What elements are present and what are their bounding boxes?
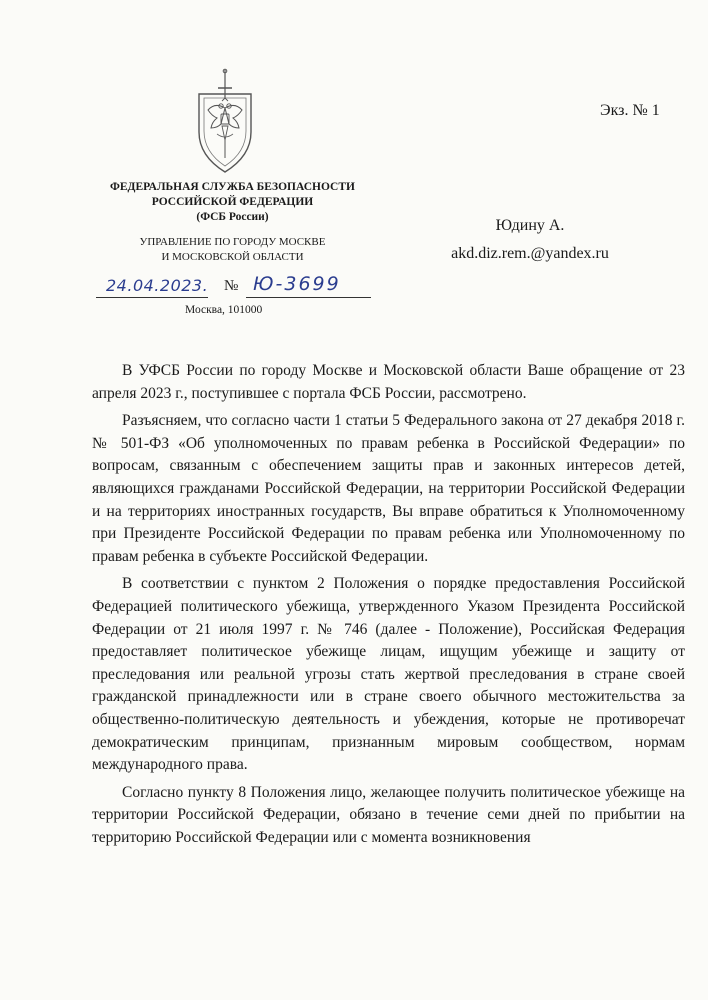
number-underline bbox=[246, 297, 371, 298]
city-postcode: Москва, 101000 bbox=[185, 304, 263, 316]
agency-name-line1: ФЕДЕРАЛЬНАЯ СЛУЖБА БЕЗОПАСНОСТИ bbox=[110, 181, 355, 193]
paragraph: Разъясняем, что согласно части 1 статьи 5 Федерального закона от 27 декабря 2018 г. № 501-ФЗ «Об уполномоченных по правам ребенка в Российской Федерации» по вопросам, связанным с обеспечением защиты прав и законных интересов детей, являющихся гражданами Российской Федерации, на территории Российской Федерации и на территориях иностранных государств, Вы вправе обратиться к Уполномоченному при Президенте Российской Федерации по правам ребенка или Уполномоченному по правам ребенка в субъекте Российской Федерации. bbox=[92, 412, 685, 565]
paragraph: Согласно пункту 8 Положения лицо, желающее получить политическое убежище на территории Российской Федерации, обязано в течение семи дней по прибытии на территорию Российской Федерации или с момента возникновения bbox=[92, 783, 685, 846]
handwritten-date: 24.04.2023. bbox=[106, 276, 209, 295]
letter-body bbox=[92, 360, 685, 854]
copy-number: Экз. № 1 bbox=[600, 102, 660, 119]
registration-line bbox=[96, 273, 371, 300]
paragraph: В УФСБ России по городу Москве и Московской области Ваше обращение от 23 апреля 2023 г., поступившее с портала ФСБ России, рассмотрено. bbox=[92, 362, 685, 402]
department-line1: УПРАВЛЕНИЕ ПО ГОРОДУ МОСКВЕ bbox=[139, 236, 326, 248]
handwritten-reg-number: Ю-3699 bbox=[253, 273, 341, 295]
date-underline bbox=[96, 297, 208, 298]
addressee-block bbox=[400, 212, 660, 268]
paragraph: В соответствии с пунктом 2 Положения о порядке предоставления Российской Федерацией политического убежища, утвержденного Указом Президента Российской Федерации от 21 июля 1997 г. № 746 (далее - Положение), Российская Федерация предоставляет политическое убежище лицам, ищущим убежище и защиту от преследования или реальной угрозы стать жертвой преследования в стране своей гражданской принадлежности или в стране своего обычного местожительства за общественно-политическую деятельность и убеждения, которые не противоречат демократическим принципам, признанным мировым сообществом, нормам международного права. bbox=[92, 575, 685, 774]
addressee-name: Юдину А. bbox=[495, 217, 565, 234]
fsb-emblem-icon bbox=[193, 68, 257, 176]
addressee-email: akd.diz.rem.@yandex.ru bbox=[451, 245, 609, 262]
number-sign: № bbox=[224, 278, 239, 294]
agency-name-line2: РОССИЙСКОЙ ФЕДЕРАЦИИ bbox=[151, 196, 314, 208]
agency-abbreviation: (ФСБ России) bbox=[196, 211, 269, 223]
department-line2: И МОСКОВСКОЙ ОБЛАСТИ bbox=[161, 251, 304, 263]
department-block bbox=[100, 235, 365, 265]
agency-block bbox=[100, 180, 365, 265]
